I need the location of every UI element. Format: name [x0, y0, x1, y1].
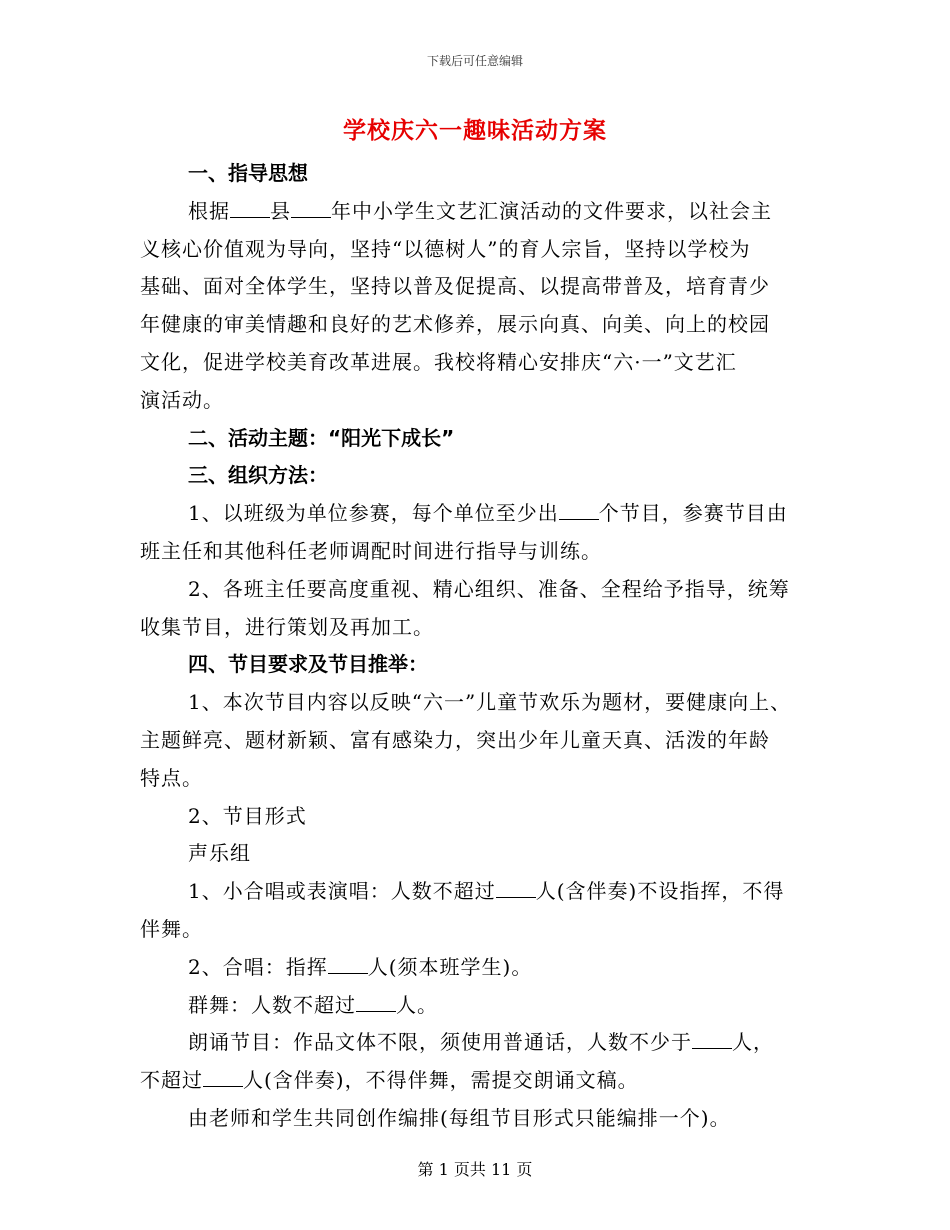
paragraph-line: 根据 县 年中小学生文艺汇演活动的文件要求，以社会主	[188, 198, 772, 223]
section-1-paragraph	[140, 193, 816, 420]
section-3-item-1	[140, 495, 816, 571]
paragraph-line: 班主任和其他科任老师调配时间进行指导与训练。	[140, 538, 602, 563]
dance-item	[140, 987, 816, 1025]
page-header: 下载后可任意编辑	[426, 54, 523, 68]
paragraph-line: 主题鲜亮、题材新颖、富有感染力，突出少年儿童天真、活泼的年龄	[140, 727, 770, 752]
paragraph-line: 文化，促进学校美育改革进展。我校将精心安排庆“六·一”文艺汇	[140, 349, 737, 374]
section-4-item-2	[140, 798, 816, 836]
blank-field	[692, 1028, 732, 1049]
section-heading-3: 三、组织方法：	[188, 463, 328, 488]
paragraph-line: 义核心价值观为导向，坚持“以德树人”的育人宗旨，坚持以学校为	[140, 236, 751, 261]
paragraph-line: 不超过 人(含伴奏)，不得伴舞，需提交朗诵文稿。	[140, 1068, 639, 1093]
paragraph-line: 群舞：人数不超过 人。	[188, 992, 438, 1017]
vocal-item-2	[140, 949, 816, 987]
blank-field	[328, 953, 368, 974]
document-title: 学校庆六一趣味活动方案	[343, 118, 607, 144]
paragraph-line: 声乐组	[188, 841, 251, 866]
blank-field	[203, 1066, 243, 1087]
vocal-item-1	[140, 873, 816, 949]
blank-field	[496, 877, 536, 898]
section-4-item-1	[140, 684, 816, 797]
paragraph-line: 收集节目，进行策划及再加工。	[140, 614, 434, 639]
section-heading-2: 二、活动主题：“阳光下成长”	[188, 425, 455, 450]
paragraph-line: 1、小合唱或表演唱：人数不超过 人(含伴奏)不设指挥，不得	[188, 879, 785, 904]
section-heading-4: 四、节目要求及节目推举：	[188, 652, 428, 677]
blank-field	[230, 197, 270, 218]
paragraph-line: 伴舞。	[140, 916, 203, 941]
paragraph-line: 2、合唱：指挥 人(须本班学生)。	[188, 954, 533, 979]
paragraph-line: 年健康的审美情趣和良好的艺术修养，展示向真、向美、向上的校园	[140, 312, 770, 337]
paragraph-line: 基础、面对全体学生，坚持以普及促提高、以提高带普及，培育青少	[140, 274, 770, 299]
blank-field	[559, 499, 599, 520]
section-heading-1: 一、指导思想	[188, 161, 308, 185]
create-item	[140, 1100, 816, 1138]
paragraph-line: 1、本次节目内容以反映“六一”儿童节欢乐为题材，要健康向上、	[188, 690, 792, 715]
paragraph-line: 特点。	[140, 765, 203, 790]
paragraph-line: 朗诵节目：作品文体不限，须使用普通话，人数不少于 人，	[188, 1030, 774, 1055]
paragraph-line: 2、各班主任要高度重视、精心组织、准备、全程给予指导，统筹	[188, 576, 790, 601]
paragraph-line: 由老师和学生共同创作编排(每组节目形式只能编排一个)。	[188, 1105, 731, 1130]
paragraph-line: 演活动。	[140, 387, 224, 412]
section-3-item-2	[140, 571, 816, 647]
document-body	[140, 155, 816, 1138]
paragraph-line: 1、以班级为单位参赛，每个单位至少出 个节目，参赛节目由	[188, 501, 788, 526]
page-footer: 第 1 页共 11 页	[417, 1160, 533, 1179]
recite-item	[140, 1024, 816, 1100]
paragraph-line: 2、节目形式	[188, 803, 307, 828]
vocal-group-label	[140, 835, 816, 873]
blank-field	[356, 991, 396, 1012]
blank-field	[291, 197, 331, 218]
